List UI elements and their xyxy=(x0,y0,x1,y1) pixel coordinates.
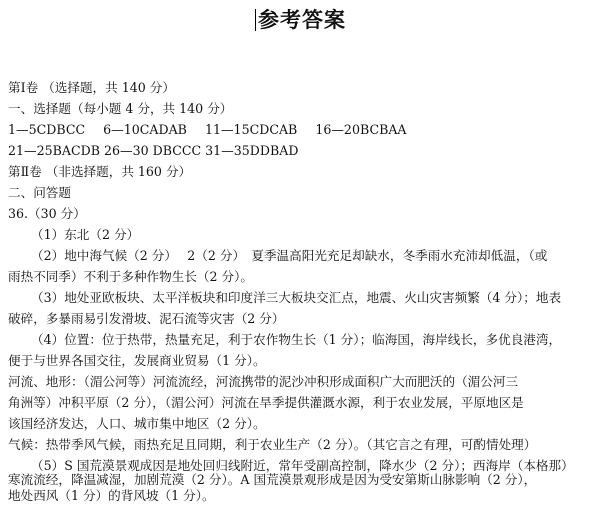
choice-heading: 一、选择题（每小题 4 分，共 140 分） xyxy=(8,101,233,116)
answers-1-5: 1—5CDBCC xyxy=(8,122,86,137)
q36-river-line3: 该国经济发达，人口、城市集中地区（2 分）。 xyxy=(8,416,266,431)
answers-16-20: 16—20BCBAA xyxy=(315,122,407,137)
q36-part5-line3: 地处西风（1 分）的背风坡（1 分）。 xyxy=(8,488,215,503)
title-text: 参考答案 xyxy=(258,7,346,32)
answers-row-1 xyxy=(8,122,407,138)
answers-6-10: 6—10CADAB xyxy=(103,122,187,137)
answers-row-2: 21—25BACDB 26—30 DBCCC 31—35DDBAD xyxy=(8,143,299,158)
q36-heading: 36.（30 分） xyxy=(8,206,86,221)
q36-river-line2: 角洲等）冲积平原（2 分），（湄公河）河流在旱季提供灌溉水源，利于农业发展，平原地区是 xyxy=(8,395,524,410)
q36-part2-line2: 雨热不同季）不利于多种作物生长（2 分）。 xyxy=(8,269,253,284)
document-title xyxy=(0,4,601,34)
q36-climate-line: 气候：热带季风气候，雨热充足且同期，利于农业生产（2 分）。（其它言之有理，可酌情处理） xyxy=(8,437,537,452)
q36-part5-line2: 寒流流经，降温减湿，加剧荒漠（2 分）。A 国荒漠景观形成是因为受安第斯山脉影响（2 分）， xyxy=(8,472,537,487)
q36-part2-line1: （2）地中海气候（2 分） 2（2 分） 夏季温高阳光充足却缺水，冬季雨水充沛却低温，（或 xyxy=(31,248,548,263)
answers-11-15: 11—15CDCAB xyxy=(204,122,298,137)
q36-part3-line2: 破碎，多暴雨易引发滑坡、泥石流等灾害（2 分） xyxy=(8,311,285,326)
q36-part3-line1: （3）地处亚欧板块、太平洋板块和印度洋三大板块交汇点，地震、火山灾害频繁（4 分）；地表 xyxy=(31,290,562,305)
q36-part4-line2: 便于与世界各国交往，发展商业贸易（1 分）。 xyxy=(8,353,266,368)
q36-part4-line1: （4）位置：位于热带，热量充足，利于农作物生长（1 分）；临海国，海岸线长，多优良港湾， xyxy=(31,332,562,347)
qa-heading: 二、问答题 xyxy=(8,185,71,200)
section2-heading: 第Ⅱ卷 （非选择题，共 160 分） xyxy=(8,164,192,179)
q36-river-line1: 河流、地形：（湄公河等）河流流经，河流携带的泥沙冲积形成面积广大而肥沃的（湄公河三 xyxy=(8,374,519,389)
q36-part5-line1: （5）S 国荒漠景观成因是地处回归线附近，常年受副高控制，降水少（2 分）；西海岸（本格那） xyxy=(31,458,574,473)
q36-part1: （1）东北（2 分） xyxy=(31,227,140,242)
section1-heading: 第Ⅰ卷 （选择题，共 140 分） xyxy=(8,80,175,95)
text-cursor xyxy=(255,9,256,31)
